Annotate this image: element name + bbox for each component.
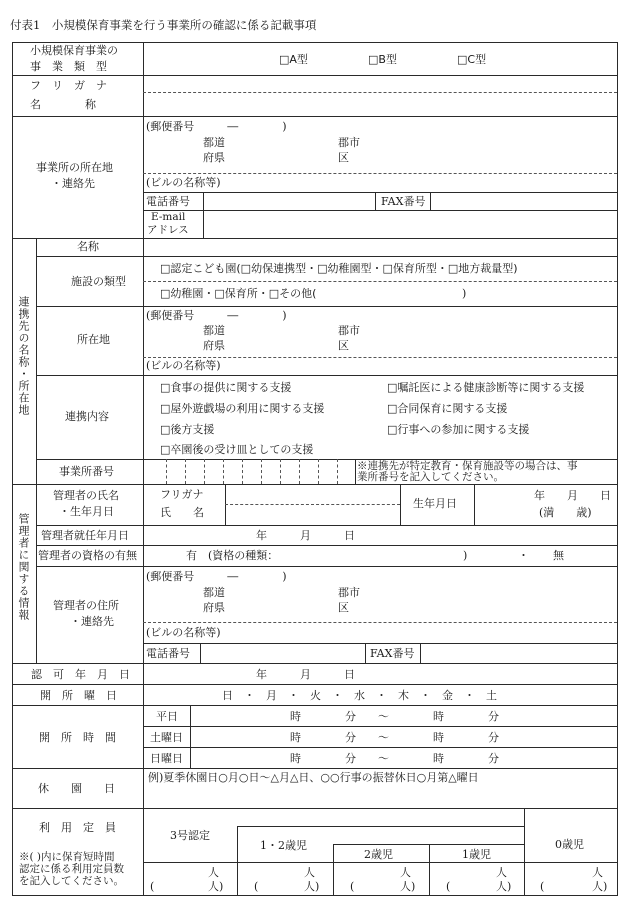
office-number-note-1: ※連携先が特定教育・保育施設等の場合は、事 xyxy=(357,460,578,472)
capacity-note-2: 認定に係る利用定員数 xyxy=(19,863,124,875)
cap-age1-unit[interactable]: 人 xyxy=(496,866,507,879)
cap-age0-open: ( xyxy=(540,880,545,893)
open-hours-label: 開 所 時 間 xyxy=(39,731,116,744)
cap-age0-close[interactable]: 人) xyxy=(592,880,608,893)
open-days-label: 開 所 曜 日 xyxy=(40,689,117,702)
capacity-note-1: ※( )内に保育短時間 xyxy=(19,851,115,863)
manager-postal: (郵便番号 ― ) xyxy=(146,570,287,583)
manager-ku: 区 xyxy=(338,601,349,614)
cap-age12-unit[interactable]: 人 xyxy=(304,866,315,879)
cap-cert3-close[interactable]: 人) xyxy=(208,880,224,893)
content-item-joint[interactable]: □合同保育に関する支援 xyxy=(387,402,508,415)
partner-ku: 区 xyxy=(338,339,349,352)
office-phone-label: 電話番号 xyxy=(146,195,190,208)
cap-cert3-unit[interactable]: 人 xyxy=(208,866,219,879)
partner-side-label: 連携先の名称・所在地 xyxy=(17,296,30,416)
manager-name-field[interactable] xyxy=(228,506,398,523)
content-item-graduate[interactable]: □卒園後の受け皿としての支援 xyxy=(160,443,314,456)
manager-fuken: 府県 xyxy=(203,601,225,614)
content-item-meal[interactable]: □食事の提供に関する支援 xyxy=(160,381,292,394)
qualification-label: 管理者の資格の有無 xyxy=(38,549,137,562)
office-todoufuken: 都道 xyxy=(203,136,225,149)
office-building: (ビルの名称等) xyxy=(146,176,221,189)
manager-fax-label: FAX番号 xyxy=(370,647,415,660)
type-a-checkbox[interactable]: □A型 xyxy=(279,53,308,66)
cap-age0-unit[interactable]: 人 xyxy=(592,866,603,879)
cap-age1-open: ( xyxy=(446,880,451,893)
facility-type-line2[interactable]: □幼稚園・□保育所・□その他( xyxy=(160,287,317,300)
closed-days-example[interactable]: 例)夏季休園日○月○日～△月△日、○○行事の振替休日○月第△曜日 xyxy=(148,771,479,784)
type-b-checkbox[interactable]: □B型 xyxy=(368,53,397,66)
content-item-event[interactable]: □行事への参加に関する支援 xyxy=(387,423,530,436)
type-c-checkbox[interactable]: □C型 xyxy=(457,53,487,66)
partner-building: (ビルの名称等) xyxy=(146,359,221,372)
cert3-header: 3号認定 xyxy=(170,829,210,842)
manager-address-label-1: 管理者の住所 xyxy=(53,599,119,612)
office-fax-label: FAX番号 xyxy=(381,195,426,208)
content-item-backup[interactable]: □後方支援 xyxy=(160,423,215,436)
age0-header: 0歳児 xyxy=(555,838,584,851)
partner-name-label: 名称 xyxy=(77,240,99,253)
capacity-note-3: を記入してください。 xyxy=(19,875,124,887)
sunday-label: 日曜日 xyxy=(150,752,183,765)
manager-name-label-1: 管理者の氏名 xyxy=(53,489,119,502)
office-number-note-2: 業所番号を記入してください。 xyxy=(357,471,504,483)
facility-type-line1[interactable]: □認定こども園(□幼保連携型・□幼稚園型・□保育所型・□地方裁量型) xyxy=(160,262,518,275)
manager-side-label: 管理者に関する情報 xyxy=(17,513,30,621)
facility-type-label: 施設の類型 xyxy=(71,275,126,288)
age2-header: 2歳児 xyxy=(364,848,393,861)
birth-value[interactable]: 年 月 日 xyxy=(534,489,611,502)
business-type-label-2: 事 業 類 型 xyxy=(30,60,107,73)
manager-furigana-field[interactable] xyxy=(228,486,398,503)
cap-cert3-open: ( xyxy=(150,880,155,893)
manager-address-label-2: ・連絡先 xyxy=(70,615,114,628)
partner-name-field[interactable] xyxy=(146,240,614,254)
capacity-label: 利 用 定 員 xyxy=(39,821,116,834)
partner-todoufuken: 都道 xyxy=(203,324,225,337)
closed-days-label: 休 園 日 xyxy=(38,782,115,795)
office-location-label-2: ・連絡先 xyxy=(51,177,95,190)
partner-address-label: 所在地 xyxy=(77,333,110,346)
manager-fax-field[interactable] xyxy=(422,645,615,661)
office-location-label-1: 事業所の所在地 xyxy=(36,161,113,174)
page-title: 付表1 小規模保育事業を行う事業所の確認に係る記載事項 xyxy=(10,18,317,32)
office-number-label: 事業所番号 xyxy=(59,465,114,478)
cap-age2-close[interactable]: 人) xyxy=(400,880,416,893)
content-item-playground[interactable]: □屋外遊戯場の利用に関する支援 xyxy=(160,402,325,415)
office-gunshi: 郡市 xyxy=(338,136,360,149)
cap-age12-open: ( xyxy=(254,880,259,893)
manager-furigana: フリガナ xyxy=(160,488,204,501)
approval-value[interactable]: 年 月 日 xyxy=(256,668,355,681)
weekday-time[interactable]: 時 分 ～ 時 分 xyxy=(290,710,499,723)
manager-phone-label: 電話番号 xyxy=(146,647,190,660)
qualification-close: ) xyxy=(463,549,468,562)
cap-age2-open: ( xyxy=(350,880,355,893)
approval-label: 認 可 年 月 日 xyxy=(31,668,130,681)
manager-gunshi: 郡市 xyxy=(338,586,360,599)
office-postal: (郵便番号 ― ) xyxy=(146,120,287,133)
weekday-label: 平日 xyxy=(156,710,178,723)
cap-age2-unit[interactable]: 人 xyxy=(400,866,411,879)
office-number-field[interactable] xyxy=(148,461,353,482)
partner-fuken: 府県 xyxy=(203,339,225,352)
facility-type-close: ) xyxy=(462,287,467,300)
age12-header: 1・2歳児 xyxy=(260,839,307,852)
saturday-label: 土曜日 xyxy=(150,731,183,744)
content-label: 連携内容 xyxy=(65,410,109,423)
business-type-label-1: 小規模保育事業の xyxy=(30,44,118,57)
email-field[interactable] xyxy=(205,212,615,236)
qualification-dot: ・ xyxy=(518,549,529,562)
partner-postal: (郵便番号 ― ) xyxy=(146,309,287,322)
name-field[interactable] xyxy=(146,95,614,114)
office-fax-field[interactable] xyxy=(432,194,615,209)
appointed-value[interactable]: 年 月 日 xyxy=(256,529,355,542)
qualification-no[interactable]: 無 xyxy=(553,549,564,562)
office-phone-field[interactable] xyxy=(205,194,373,209)
manager-name-label-2: ・生年月日 xyxy=(59,505,114,518)
qualification-yes[interactable]: 有 (資格の種類： xyxy=(186,549,279,562)
office-ku: 区 xyxy=(338,151,349,164)
partner-gunshi: 郡市 xyxy=(338,324,360,337)
age-value[interactable]: (満 歳) xyxy=(539,506,592,519)
manager-building: (ビルの名称等) xyxy=(146,626,221,639)
cap-age1-close[interactable]: 人) xyxy=(496,880,512,893)
furigana-field[interactable] xyxy=(146,77,614,91)
manager-shimei: 氏 名 xyxy=(160,506,204,519)
age1-header: 1歳児 xyxy=(462,848,491,861)
manager-todoufuken: 都道 xyxy=(203,586,225,599)
open-days-value[interactable]: 日 ・ 月 ・ 火 ・ 水 ・ 木 ・ 金 ・ 土 xyxy=(222,689,497,702)
office-fuken: 府県 xyxy=(203,151,225,164)
manager-phone-field[interactable] xyxy=(202,645,363,661)
name-label: 名 称 xyxy=(30,98,96,111)
email-label-1: E-mail xyxy=(151,211,186,223)
appointed-label: 管理者就任年月日 xyxy=(41,529,129,542)
birth-label: 生年月日 xyxy=(413,497,457,510)
email-label-2: アドレス xyxy=(147,224,189,236)
cap-age12-close[interactable]: 人) xyxy=(304,880,320,893)
sunday-time[interactable]: 時 分 ～ 時 分 xyxy=(290,752,499,765)
saturday-time[interactable]: 時 分 ～ 時 分 xyxy=(290,731,499,744)
content-item-doctor[interactable]: □嘱託医による健康診断等に関する支援 xyxy=(387,381,585,394)
furigana-label: フ リ ガ ナ xyxy=(30,79,107,92)
